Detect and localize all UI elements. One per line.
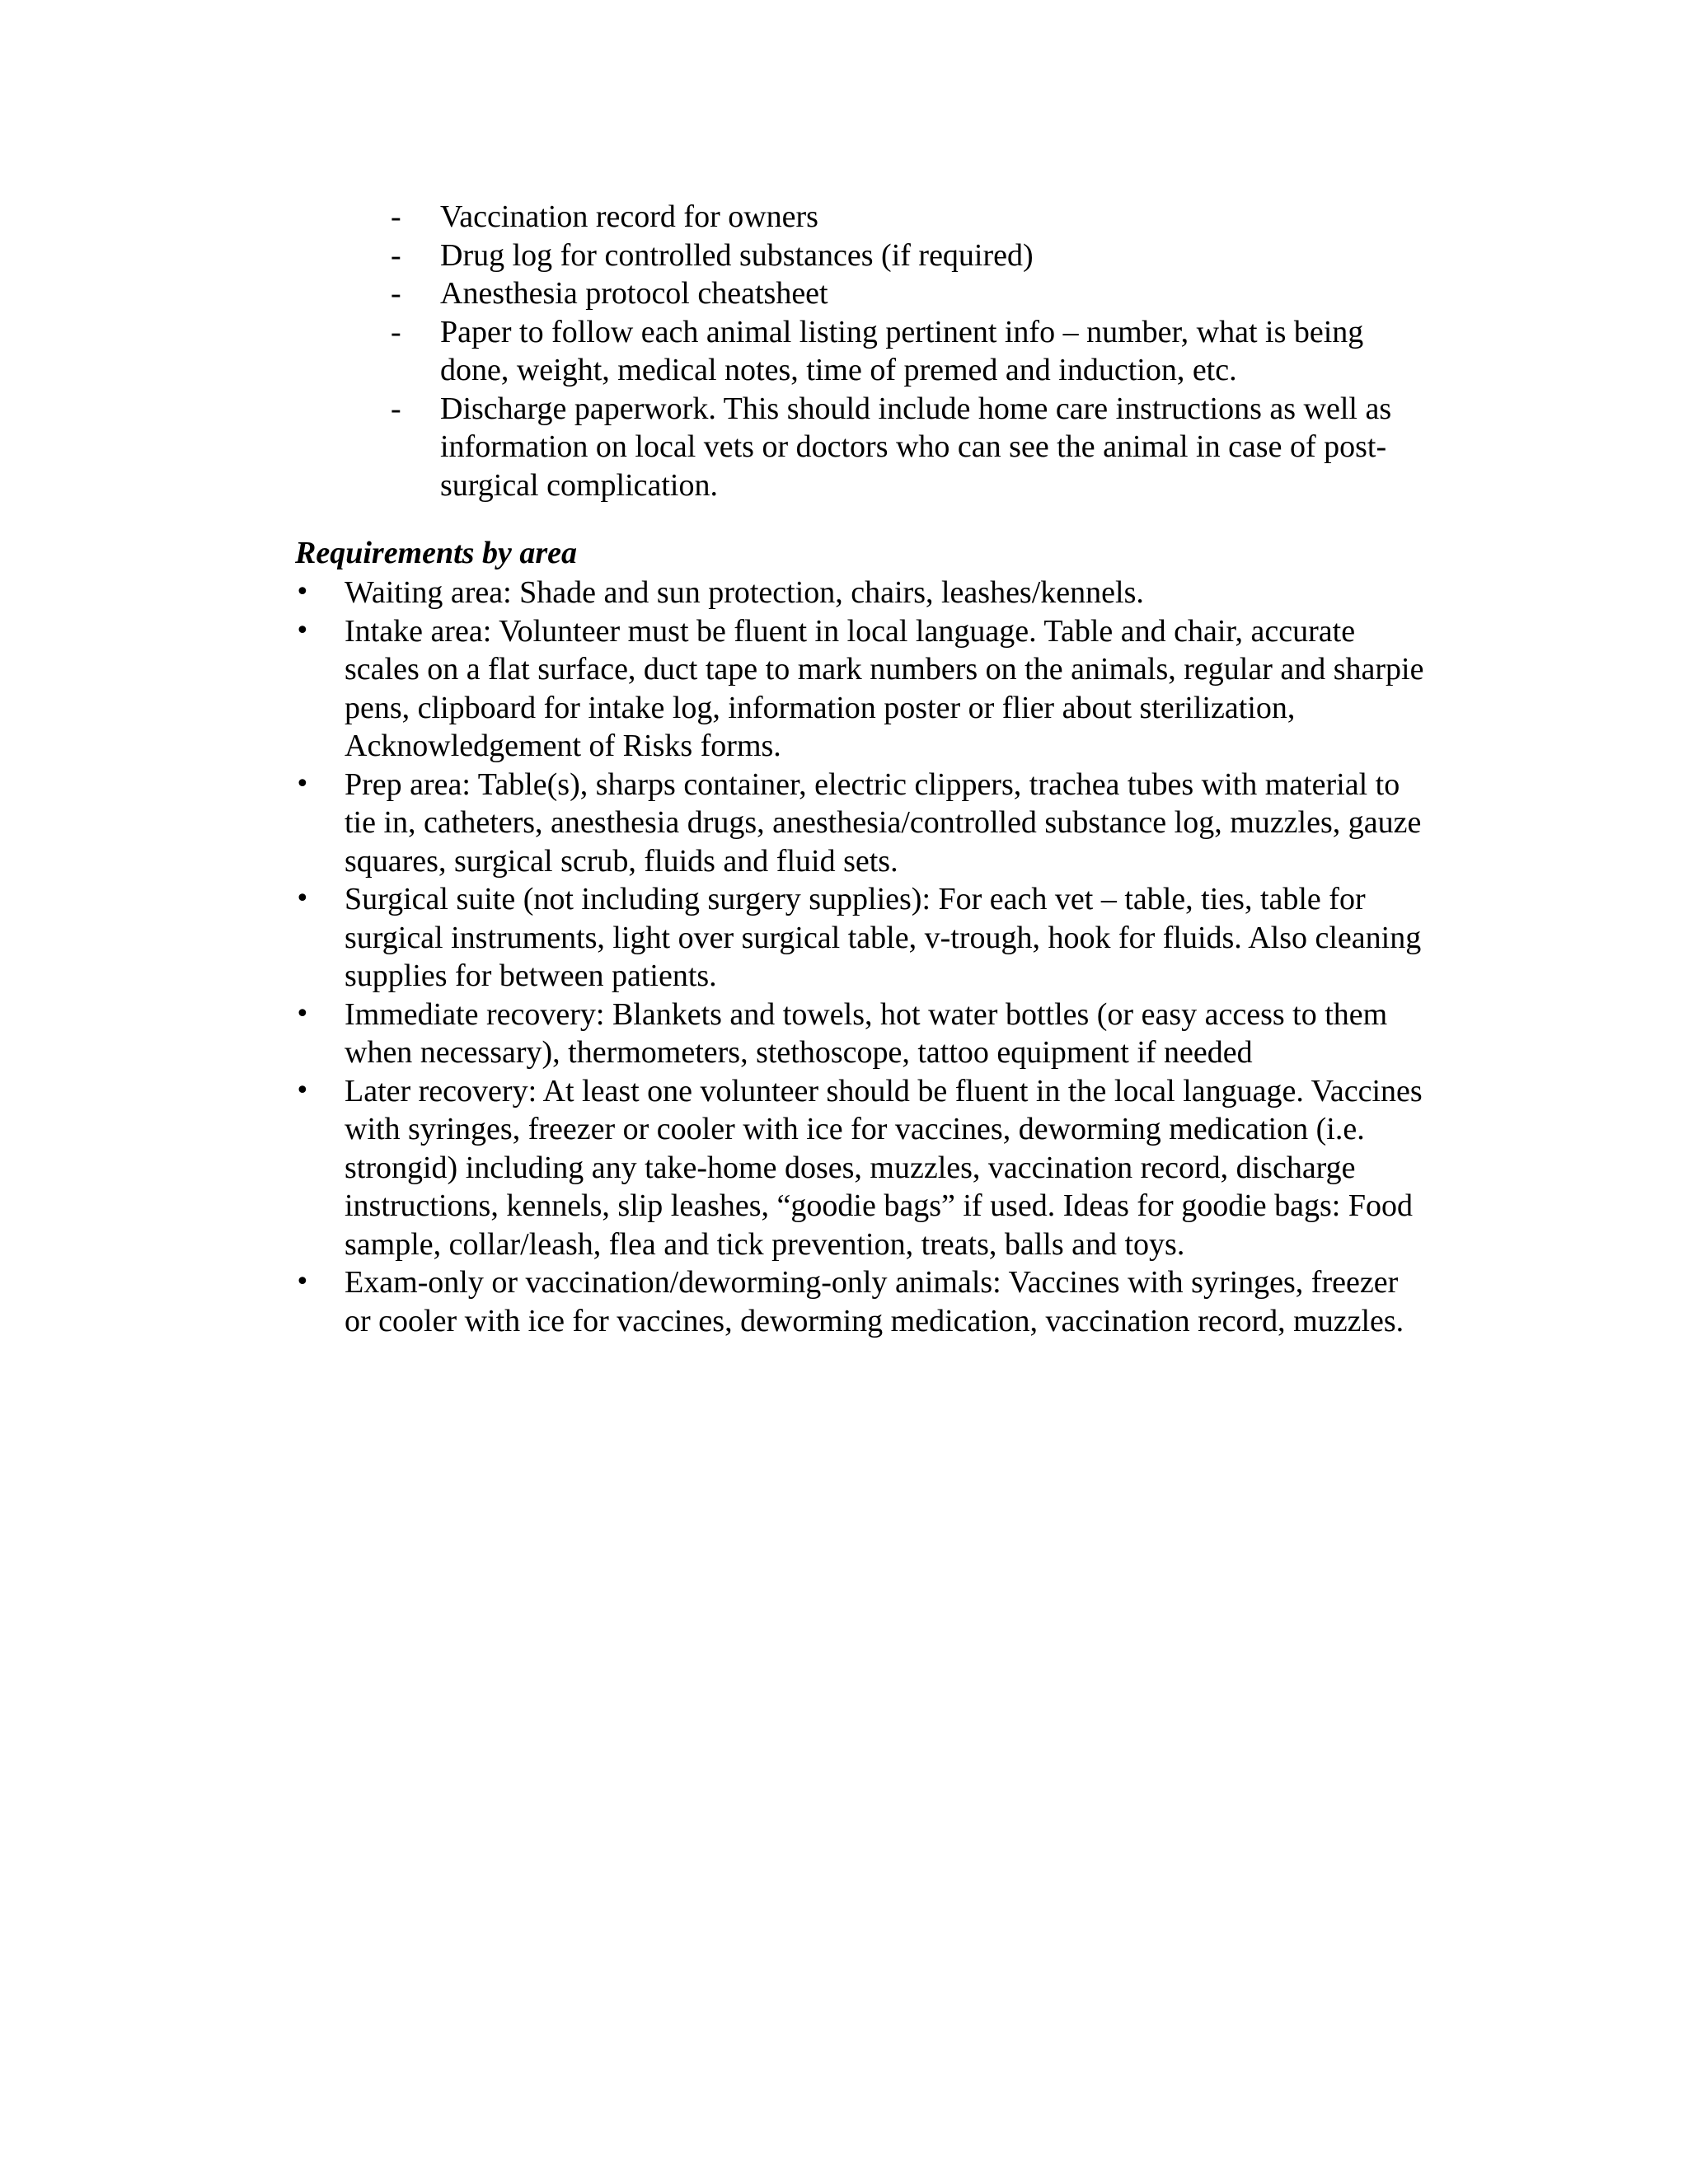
list-item-text: Drug log for controlled substances (if required): [440, 237, 1034, 273]
list-item: [295, 574, 1429, 612]
list-item-text: Prep area: Table(s), sharps container, electric clippers, trachea tubes with material to tie in, catheters, anesthesia drugs, anesthesia/controlled substance log, muzzles, gauze squares, surgical scrub, fluids and fluid sets.: [345, 766, 1422, 879]
dash-marker: -: [391, 314, 401, 349]
list-item: [295, 1072, 1429, 1264]
bullet-marker: •: [295, 1268, 310, 1296]
list-item-text: Paper to follow each animal listing pertinent info – number, what is being done, weight, medical notes, time of premed and induction, etc.: [440, 314, 1364, 387]
list-item: [295, 766, 1429, 881]
bullet-marker: •: [295, 884, 310, 913]
section-heading: Requirements by area: [295, 536, 577, 570]
list-item-text: Anesthesia protocol cheatsheet: [440, 276, 828, 311]
list-item-text: Later recovery: At least one volunteer should be fluent in the local language. Vaccines with syringes, freezer or cooler with ice for vaccines, deworming medication (i.e. strongid) including any take-home doses, muzzles, vaccination record, discharge instructions, kennels, slip leashes, “goodie bags” if used. Ideas for goodie bags: Food sample, collar/leash, flea and tick prevention, treats, balls and toys.: [345, 1073, 1423, 1262]
list-item: [391, 198, 1429, 237]
bullet-marker: •: [295, 616, 310, 645]
list-item: [391, 237, 1429, 275]
list-item-text: Surgical suite (not including surgery supplies): For each vet – table, ties, table for surgical instruments, light over surgical table, v-trough, hook for fluids. Also cleaning supplies for between patients.: [345, 882, 1422, 993]
bullet-marker: •: [295, 1076, 310, 1105]
list-item-text: Waiting area: Shade and sun protection, chairs, leashes/kennels.: [345, 575, 1144, 610]
list-item-text: Intake area: Volunteer must be fluent in local language. Table and chair, accurate scales on a flat surface, duct tape to mark numbers on the animals, regular and sharpie pens, clipboard for intake log, information poster or flier about sterilization, Acknowledgement of Risks forms.: [345, 613, 1424, 763]
bullet-marker: •: [295, 578, 310, 607]
list-item: [295, 996, 1429, 1072]
list-item: [295, 612, 1429, 766]
requirements-bullet-list: [295, 574, 1429, 1340]
list-item: [391, 274, 1429, 313]
supplies-dash-list: [391, 198, 1429, 504]
list-item-text: Exam-only or vaccination/deworming-only animals: Vaccines with syringes, freezer or cooler with ice for vaccines, deworming medication, vaccination record, muzzles.: [345, 1265, 1404, 1338]
list-item: [295, 1263, 1429, 1340]
dash-marker: -: [391, 276, 401, 311]
list-item-text: Discharge paperwork. This should include home care instructions as well as information on local vets or doctors who can see the animal in case of post-surgical complication.: [440, 391, 1392, 503]
bullet-marker: •: [295, 769, 310, 799]
dash-marker: -: [391, 391, 401, 426]
dash-marker: -: [391, 237, 401, 273]
bullet-marker: •: [295, 999, 310, 1029]
list-item: [391, 313, 1429, 390]
dash-marker: -: [391, 199, 401, 234]
list-item-text: Vaccination record for owners: [440, 199, 818, 234]
list-item: [295, 880, 1429, 996]
list-item-text: Immediate recovery: Blankets and towels, hot water bottles (or easy access to them when necessary), thermometers, stethoscope, tattoo equipment if needed: [345, 996, 1388, 1070]
list-item: [391, 390, 1429, 505]
